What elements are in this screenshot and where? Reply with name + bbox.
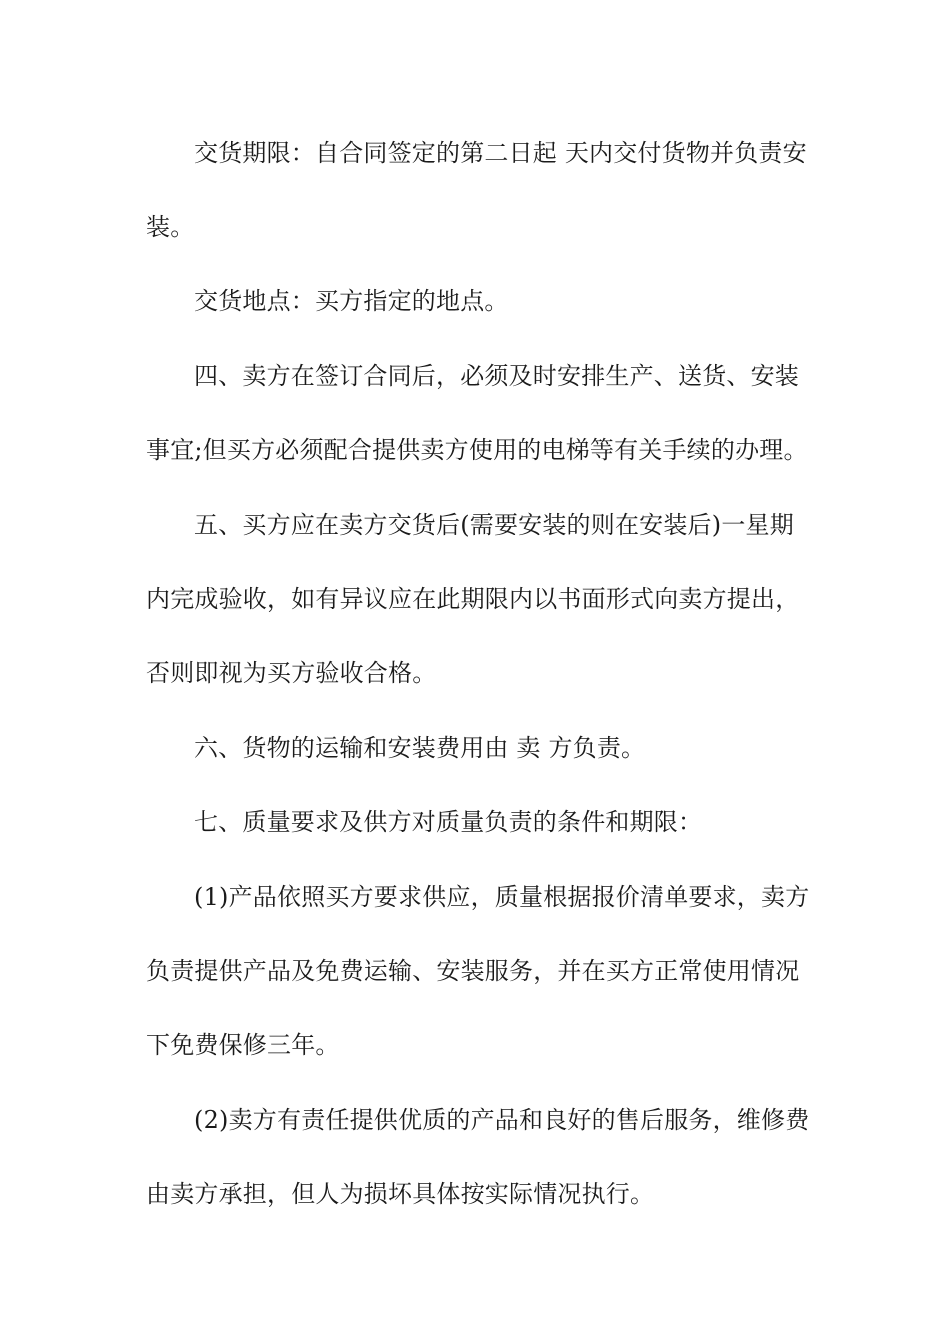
- clause-7-heading: 七、质量要求及供方对质量负责的条件和期限：: [194, 808, 703, 836]
- clause-7-item-1-line-2: 负责提供产品及免费运输、安装服务，并在买方正常使用情况: [146, 957, 800, 985]
- clause-5-line-3: 否则即视为买方验收合格。: [146, 659, 437, 687]
- delivery-term-line-1: 交货期限：自合同签定的第二日起 天内交付货物并负责安: [194, 139, 807, 167]
- clause-7-item-2-line-1: (2)卖方有责任提供优质的产品和良好的售后服务，维修费: [194, 1106, 810, 1134]
- clause-4-line-1: 四、卖方在签订合同后，必须及时安排生产、送货、安装: [194, 362, 799, 390]
- clause-7-item-1-line-1: (1)产品依照买方要求供应，质量根据报价清单要求，卖方: [194, 883, 810, 911]
- clause-7-item-2-line-2: 由卖方承担，但人为损坏具体按实际情况执行。: [146, 1180, 655, 1208]
- delivery-term-line-2: 装。: [146, 213, 195, 241]
- delivery-location-line: 交货地点：买方指定的地点。: [194, 287, 509, 315]
- clause-4-line-2: 事宜;但买方必须配合提供卖方使用的电梯等有关手续的办理。: [146, 436, 808, 464]
- clause-5-line-2: 内完成验收，如有异议应在此期限内以书面形式向卖方提出，: [146, 585, 800, 613]
- clause-7-item-1-line-3: 下免费保修三年。: [146, 1031, 340, 1059]
- clause-6-line: 六、货物的运输和安装费用由 卖 方负责。: [194, 734, 646, 762]
- clause-5-line-1: 五、买方应在卖方交货后(需要安装的则在安装后)一星期: [194, 511, 794, 539]
